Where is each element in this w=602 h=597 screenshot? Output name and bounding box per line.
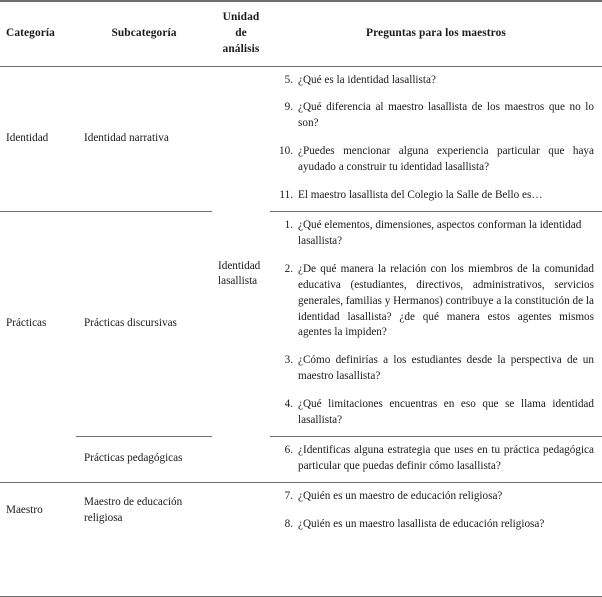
cell-categoria-empty (0, 436, 76, 482)
question-item (278, 73, 594, 89)
question-list (270, 212, 602, 436)
question-text: ¿Qué diferencia al maestro lasallista de los maestros que no lo son? (298, 101, 594, 130)
question-item (278, 100, 594, 132)
question-group (270, 483, 602, 540)
column-header-preguntas: Preguntas para los maestros (270, 1, 602, 66)
column-header-subcategoria: Subcategoría (76, 1, 212, 66)
table-row (0, 66, 602, 211)
cell-subcategoria-maestro-educacion-religiosa (76, 482, 212, 539)
cell-preguntas-identidad (270, 66, 602, 211)
unidad-analisis-label: Identidad lasallista (218, 260, 261, 288)
subcategoria-label: Identidad narrativa (84, 131, 169, 144)
question-item (278, 218, 594, 250)
cell-categoria-maestro (0, 482, 76, 539)
table-row (0, 436, 602, 482)
cell-subcategoria-identidad-narrativa (76, 66, 212, 211)
cell-categoria-identidad (0, 66, 76, 211)
subcategoria-label: Maestro de educación religiosa (84, 496, 183, 525)
question-list (270, 67, 602, 211)
question-text: ¿Quién es un maestro lasallista de educación religiosa? (298, 517, 545, 530)
question-group (270, 67, 602, 211)
question-item (278, 144, 594, 176)
cell-subcategoria-practicas-discursivas (76, 212, 212, 437)
question-item (278, 353, 594, 385)
table-row (0, 212, 602, 437)
cell-unidad-analisis (212, 66, 270, 482)
question-group (270, 437, 602, 482)
question-number: 8. (284, 517, 293, 530)
question-list (270, 483, 602, 540)
question-number: 1. (284, 219, 293, 231)
cell-unidad-analisis-empty (212, 482, 270, 539)
question-number: 6. (284, 443, 293, 456)
question-item (278, 262, 594, 342)
question-number: 3. (284, 354, 293, 367)
cell-subcategoria-practicas-pedagogicas (76, 436, 212, 482)
subcategoria-label: Prácticas discursivas (84, 317, 177, 330)
subcategoria-label: Prácticas pedagógicas (84, 452, 183, 465)
question-text: ¿Qué elementos, dimensiones, aspectos conforman la identidad lasallista? (298, 219, 582, 247)
categoria-label: Prácticas (6, 317, 47, 330)
question-item (278, 489, 594, 505)
question-number: 2. (284, 262, 293, 275)
categoria-label: Maestro (6, 504, 43, 517)
question-number: 10. (279, 145, 293, 158)
cell-preguntas-practicas-discursivas (270, 212, 602, 437)
question-text: ¿Qué limitaciones encuentras en eso que se llama identidad lasallista? (298, 398, 594, 427)
question-item (278, 517, 594, 533)
question-text: ¿Cómo definirías a los estudiantes desde la perspectiva de un maestro lasallista? (298, 354, 594, 383)
question-item (278, 188, 594, 204)
column-header-categoria: Categoría (0, 1, 76, 66)
categoria-label: Identidad (6, 131, 49, 144)
question-text: El maestro lasallista del Colegio la Salle de Bello es… (298, 189, 543, 202)
question-number: 9. (284, 101, 293, 114)
question-text: ¿Puedes mencionar alguna experiencia particular que haya ayudado a construir tu identidad lasallista? (298, 145, 594, 174)
question-number: 11. (279, 189, 293, 202)
table-body (0, 66, 602, 540)
cell-preguntas-maestro (270, 482, 602, 539)
cell-preguntas-practicas-pedagogicas (270, 436, 602, 482)
table-header (0, 1, 602, 66)
question-item (278, 397, 594, 429)
question-text: ¿De qué manera la relación con los miembros de la comunidad educativa (estudiantes, directivos, administrativos, servicios generales, familias y Hermanos) contribuye a la constitución de la identidad lasallista? ¿de qué manera estos agentes mismos agentes la impiden? (298, 262, 594, 339)
question-number: 5. (284, 73, 293, 86)
question-item (278, 443, 594, 475)
question-text: ¿Qué es la identidad lasallista? (298, 73, 436, 86)
question-text: ¿Quién es un maestro de educación religiosa? (298, 489, 503, 502)
column-header-unidad-analisis: Unidad de análisis (212, 1, 270, 66)
table-row (0, 482, 602, 539)
cell-categoria-practicas (0, 212, 76, 437)
question-number: 7. (284, 489, 293, 502)
question-text: ¿Identificas alguna estrategia que uses en tu práctica pedagógica particular que puedas definir cómo lasallista? (298, 443, 594, 472)
question-group (270, 212, 602, 436)
question-list (270, 437, 602, 482)
question-number: 4. (284, 398, 293, 411)
